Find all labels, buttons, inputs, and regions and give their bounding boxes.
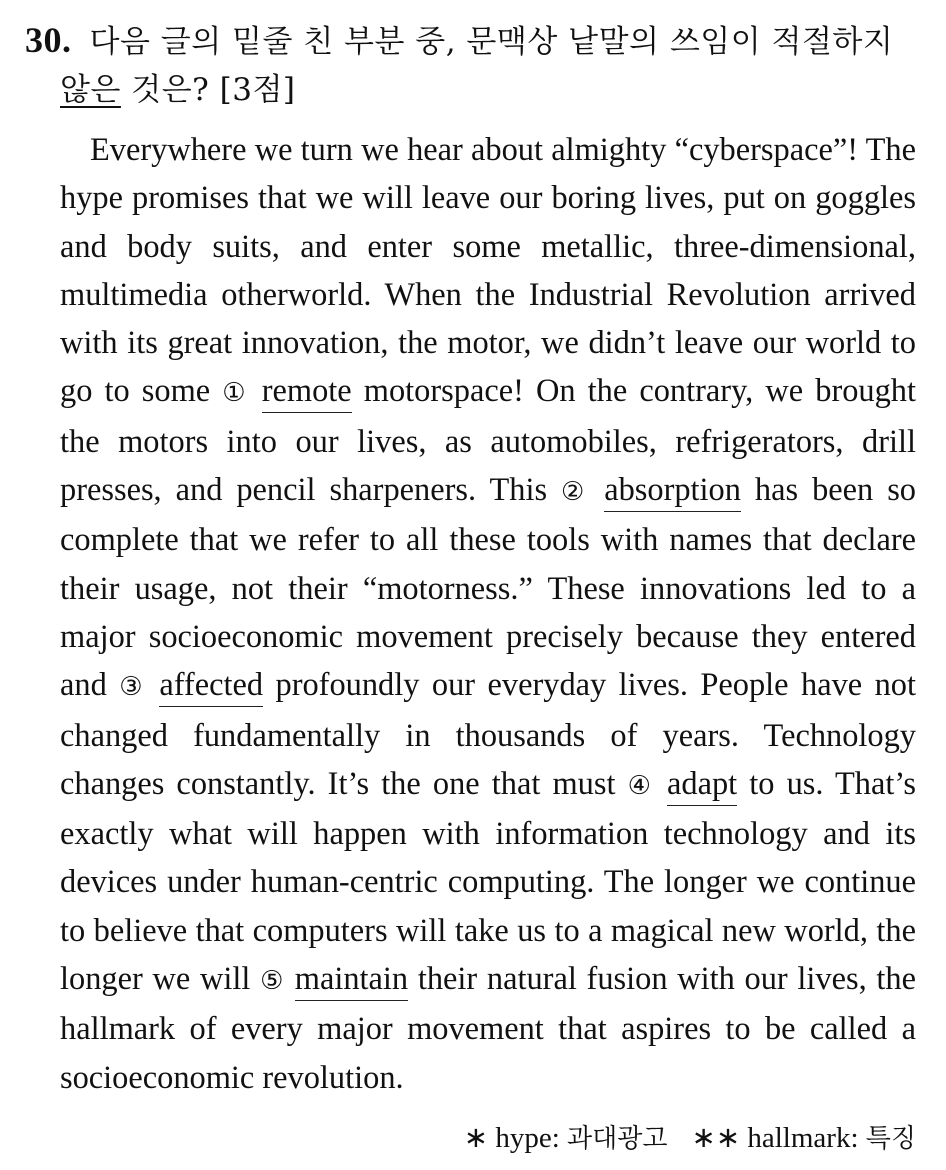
passage-segment: to us. That’s exactly what will happen with information technology and its devices under human-centric computing. The longer we continue to believe that computers will take us to a magical new world, the longer we will xyxy=(60,765,916,998)
choice-number-3: ③ xyxy=(119,672,147,703)
choice-number-4: ④ xyxy=(627,770,655,801)
underlined-word-3: affected xyxy=(159,667,263,707)
underlined-word-5: maintain xyxy=(295,961,408,1001)
passage-segment: profoundly our everyday lives. People have not changed fundamentally in thousands of years. Technology changes constantly. It’s the one that must xyxy=(60,667,916,802)
choice-3 xyxy=(119,667,263,703)
choice-number-5: ⑤ xyxy=(260,966,286,997)
choice-number-1: ① xyxy=(222,378,250,409)
footnote-hallmark xyxy=(692,1122,916,1154)
question-emphasis-word: 않은 xyxy=(60,72,121,108)
footnote-term: hallmark: xyxy=(747,1122,859,1154)
question-header xyxy=(25,16,930,114)
choice-5 xyxy=(260,961,408,997)
question-prompt-line1: 다음 글의 밑줄 친 부분 중, 문맥상 낱말의 쓰임이 적절하지 xyxy=(89,24,894,60)
reading-passage xyxy=(60,126,916,1102)
choice-4 xyxy=(628,766,738,802)
footnote-meaning: 특징 xyxy=(865,1124,916,1154)
footnote-term: hype: xyxy=(495,1122,560,1154)
underlined-word-1: remote xyxy=(262,373,352,413)
question-prompt-rest: 것은? [3점] xyxy=(120,72,296,108)
passage-segment: motorspace! On the contrary, we brought the motors into our lives, as automobiles, refrigerators, drill presses, and pencil sharpeners. This xyxy=(60,373,917,509)
footnote-mark: ∗∗ xyxy=(691,1122,741,1154)
footnote-meaning: 과대광고 xyxy=(567,1124,668,1154)
footnote-hype xyxy=(464,1122,668,1154)
choice-2 xyxy=(561,472,741,508)
choice-1 xyxy=(222,373,351,409)
footnotes xyxy=(464,1118,916,1159)
passage-segment: Everywhere we turn we hear about almighty “cyberspace”! The hype promises that we will leave our boring lives, put on goggles and body suits, and enter some metallic, three-dimensional, multimedia otherworld. When the Industrial Revolution arrived with its great innovation, the motor, we didn’t leave our world to go to some xyxy=(60,132,916,410)
underlined-word-4: adapt xyxy=(667,766,737,806)
underlined-word-2: absorption xyxy=(604,472,741,512)
footnote-mark: ∗ xyxy=(463,1122,489,1154)
question-number: 30. xyxy=(25,20,72,60)
passage-segment: has been so complete that we refer to all these tools with names that declare their usage, not their “motorness.” These innovations led to a major socioeconomic movement precisely because they entered and xyxy=(60,472,916,704)
question-prompt-line2 xyxy=(25,66,930,114)
passage-segment: their natural fusion with our lives, the hallmark of every major movement that aspires to be called a socioeconomic revolution. xyxy=(60,961,917,1096)
choice-number-2: ② xyxy=(561,477,591,508)
